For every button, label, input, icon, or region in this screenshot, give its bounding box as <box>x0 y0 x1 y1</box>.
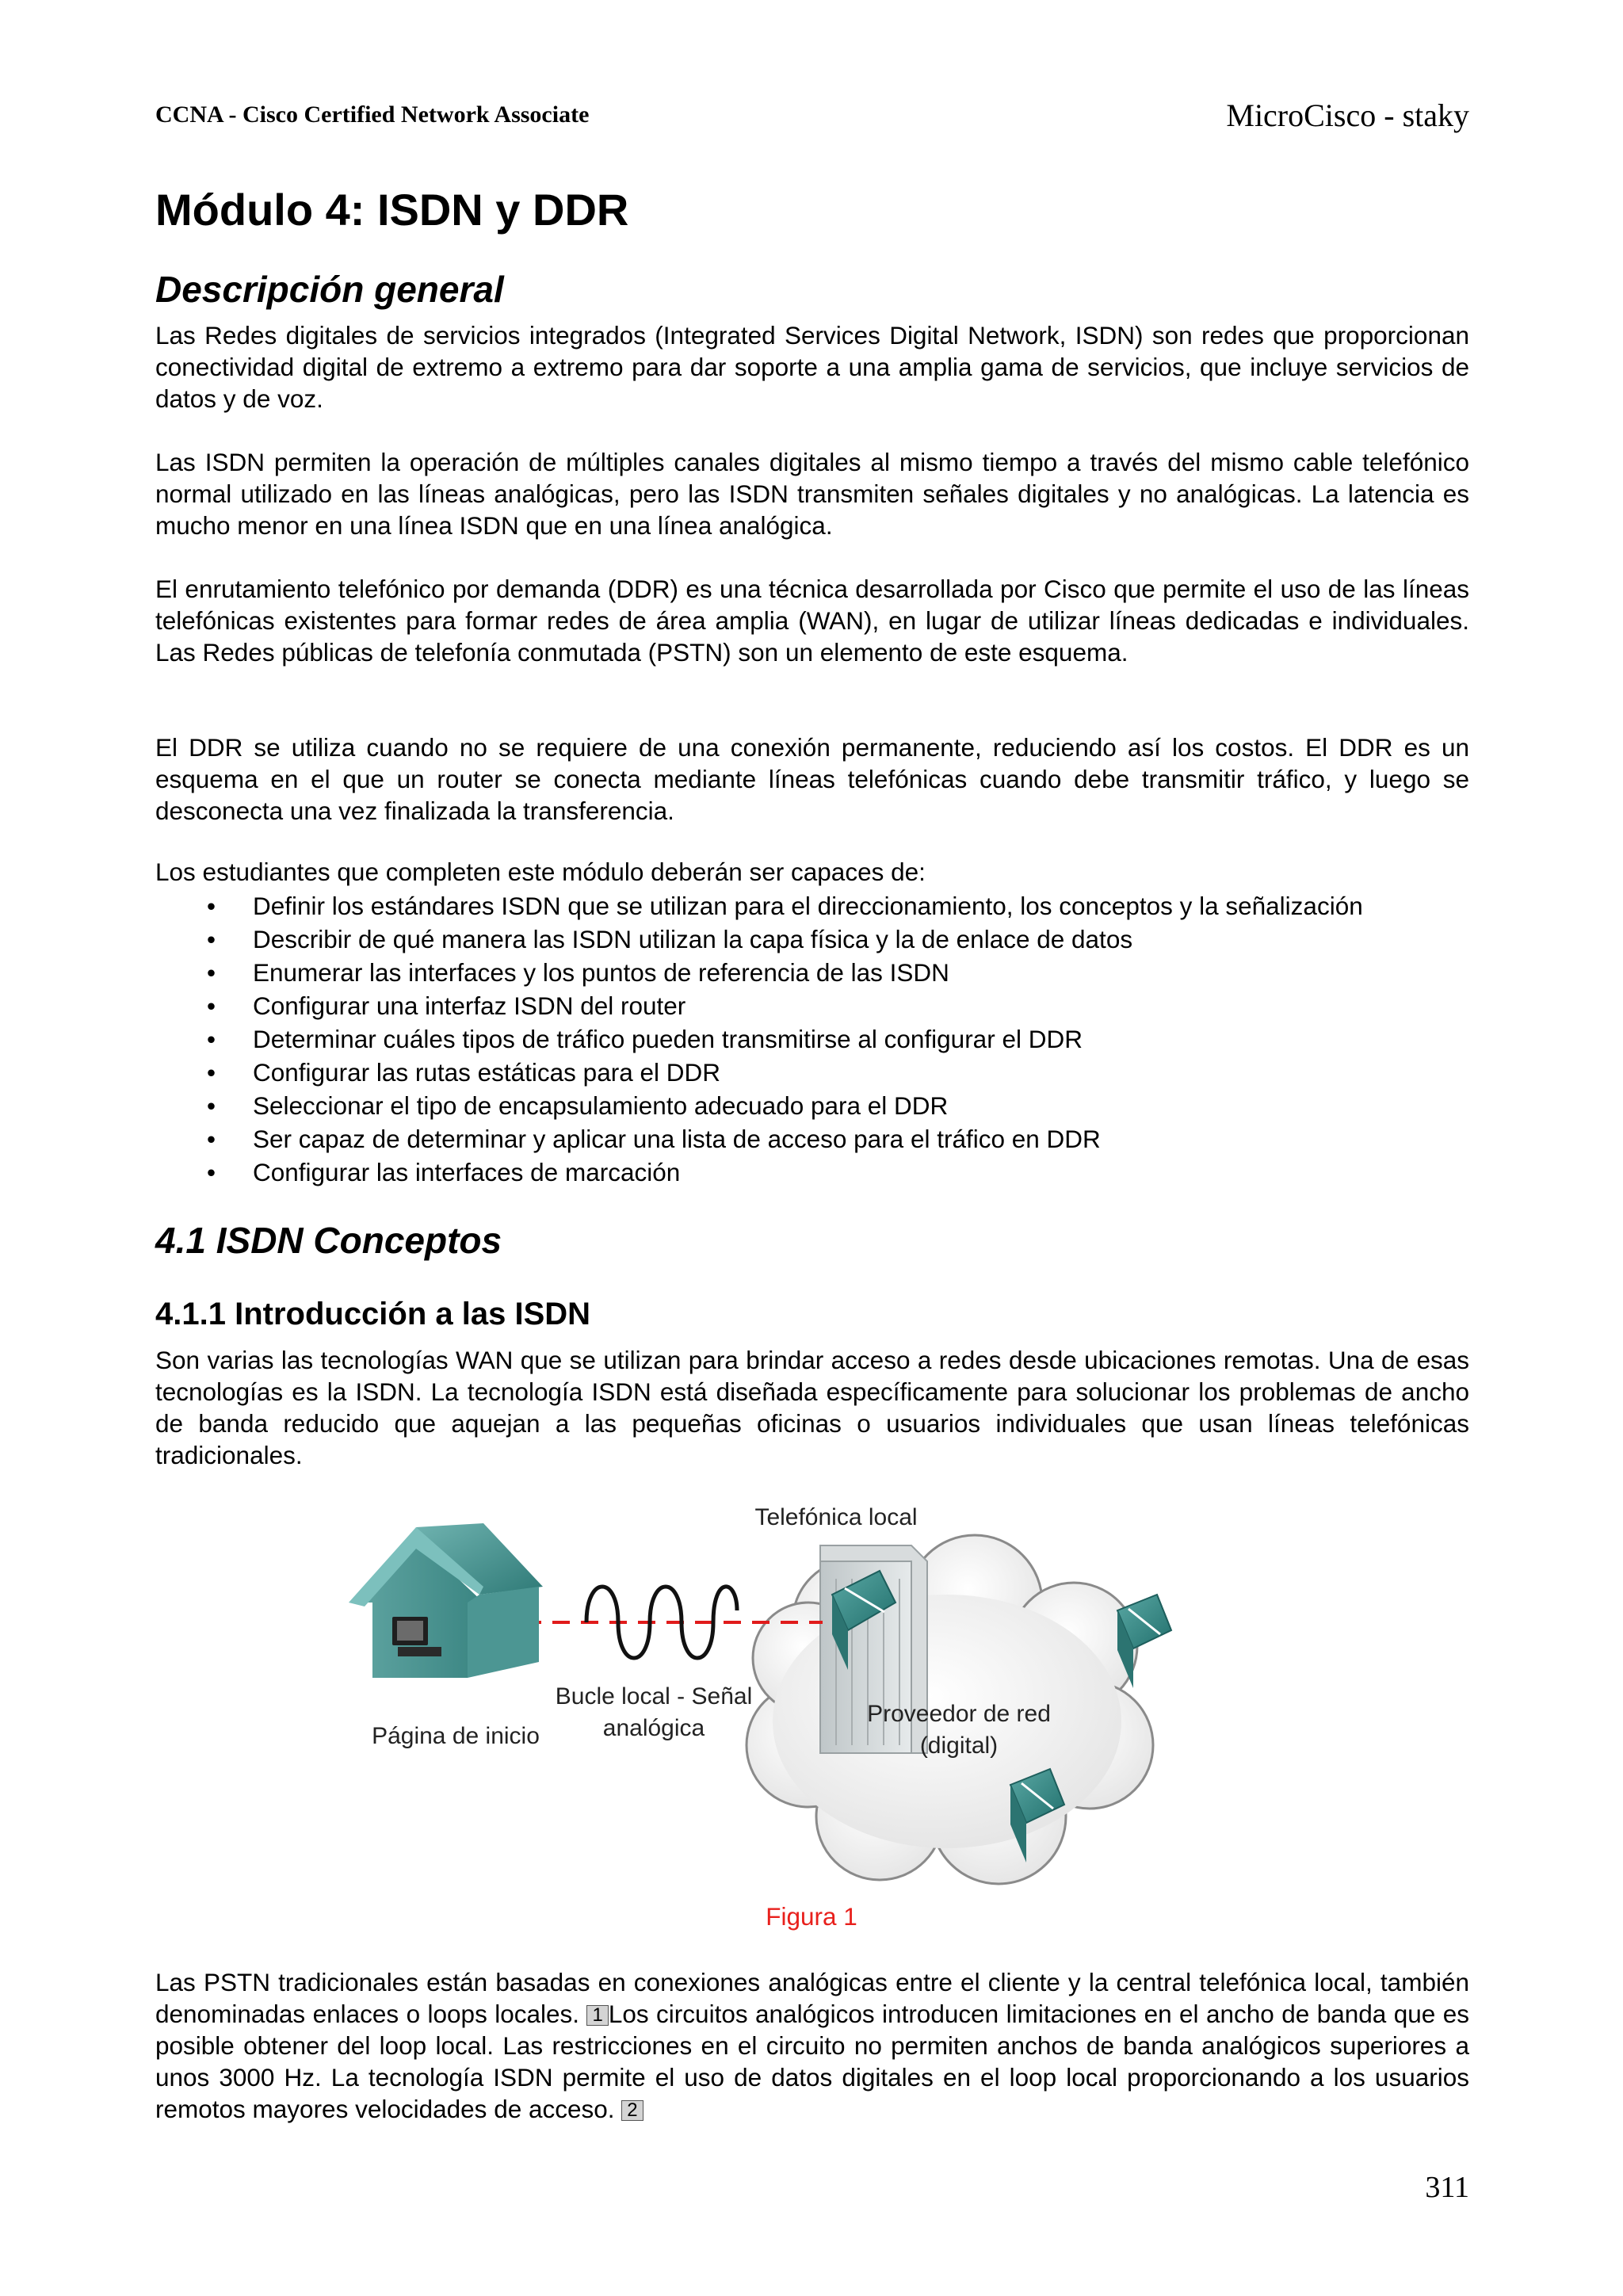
paragraph-pstn: Las PSTN tradicionales están basadas en conexiones analógicas entre el cliente y la central telefónica local, también denominadas enlaces o loops locales. 1 Los circuitos analógicos introducen limitaciones en el ancho de banda que es posible obtener del loop local. Las restricciones en el circuito no permiten anchos de banda analógicos superiores a unos 3000 Hz. La tecnología ISDN permite el uso de datos digitales en el loop local proporcionando a los usuarios remotos mayores velocidades de acceso. 2 <box>155 1968 1469 2123</box>
label-local-loop-line1: Bucle local - Señal <box>555 1683 753 1710</box>
bullet: • <box>207 991 216 1020</box>
bullet: • <box>207 1091 216 1120</box>
bullet: • <box>207 958 216 987</box>
paragraph-ddr-usage: El DDR se utiliza cuando no se requiere de una conexión permanente, reduciendo así los costos. El DDR es un esquema en el que un router se conecta mediante líneas telefónicas cuando debe transmitir tráfico, y luego se desconecta una vez finalizada la transferencia. <box>155 733 1469 825</box>
figure-ref-2-link[interactable]: 2 <box>621 2100 643 2121</box>
subsection-heading: 4.1.1 Introducción a las ISDN <box>155 1297 591 1331</box>
figure-ref-1-link[interactable]: 1 <box>586 2005 608 2026</box>
header-author: MicroCisco - staky <box>1226 97 1469 133</box>
figure-caption: Figura 1 <box>766 1902 857 1931</box>
objective-item: • Configurar las interfaces de marcación <box>155 1156 1363 1189</box>
objective-item: • Enumerar las interfaces y los puntos de referencia de las ISDN <box>155 956 1363 989</box>
objectives-list <box>155 889 1363 1189</box>
objective-item: • Describir de qué manera las ISDN utilizan la capa física y la de enlace de datos <box>155 923 1363 956</box>
paragraph-isdn-intro: Son varias las tecnologías WAN que se utilizan para brindar acceso a redes desde ubicaciones remotas. Una de esas tecnologías es la ISDN. La tecnología ISDN está diseñada específicamente para solucionar los problemas de ancho de banda reducido que aquejan a las pequeñas oficinas o usuarios individuales que usan líneas telefónicas tradicionales. <box>155 1346 1469 1469</box>
bullet: • <box>207 1025 216 1053</box>
isdn-diagram <box>341 1492 1276 1908</box>
analog-signal-wave <box>586 1587 737 1658</box>
label-home: Página de inicio <box>372 1723 540 1749</box>
objective-item: • Ser capaz de determinar y aplicar una lista de acceso para el tráfico en DDR <box>155 1122 1363 1156</box>
house-icon <box>349 1523 543 1678</box>
paragraph-ddr-definition: El enrutamiento telefónico por demanda (DDR) es una técnica desarrollada por Cisco que permite el uso de las líneas telefónicas existentes para formar redes de área amplia (WAN), en lugar de utilizar líneas dedicadas e individuales. Las Redes públicas de telefonía conmutada (PSTN) son un elemento de este esquema. <box>155 575 1469 667</box>
label-local-loop-line2: analógica <box>602 1715 705 1741</box>
bullet: • <box>207 1158 216 1186</box>
module-title: Módulo 4: ISDN y DDR <box>155 185 629 235</box>
bullet: • <box>207 1125 216 1153</box>
objective-item: • Configurar una interfaz ISDN del router <box>155 989 1363 1022</box>
paragraph-isdn-channels: Las ISDN permiten la operación de múltiples canales digitales al mismo tiempo a través del mismo cable telefónico normal utilizado en las líneas analógicas, pero las ISDN transmiten señales digitales y no analógicas. La latencia es mucho menor en una línea ISDN que en una línea analógica. <box>155 448 1469 540</box>
objective-item: • Definir los estándares ISDN que se utilizan para el direccionamiento, los conceptos y la señalización <box>155 889 1363 923</box>
objectives-intro: Los estudiantes que completen este módulo deberán ser capaces de: <box>155 858 926 886</box>
bullet: • <box>207 892 216 920</box>
objective-item: • Determinar cuáles tipos de tráfico pueden transmitirse al configurar el DDR <box>155 1022 1363 1056</box>
objective-item: • Seleccionar el tipo de encapsulamiento adecuado para el DDR <box>155 1089 1363 1122</box>
header-course-title: CCNA - Cisco Certified Network Associate <box>155 101 590 128</box>
page-number: 311 <box>1425 2171 1469 2204</box>
section-heading: 4.1 ISDN Conceptos <box>155 1220 502 1261</box>
label-provider-line2: (digital) <box>919 1733 999 1759</box>
bullet: • <box>207 1058 216 1087</box>
overview-heading: Descripción general <box>155 269 504 310</box>
label-local-carrier: Telefónica local <box>754 1504 918 1530</box>
bullet: • <box>207 925 216 953</box>
label-provider-line1: Proveedor de red <box>867 1701 1051 1727</box>
paragraph-isdn-definition: Las Redes digitales de servicios integrados (Integrated Services Digital Network, ISDN) son redes que proporcionan conectividad digital de extremo a extremo para dar soporte a una amplia gama de servicios, que incluye servicios de datos y de voz. <box>155 321 1469 413</box>
objective-item: • Configurar las rutas estáticas para el DDR <box>155 1056 1363 1089</box>
